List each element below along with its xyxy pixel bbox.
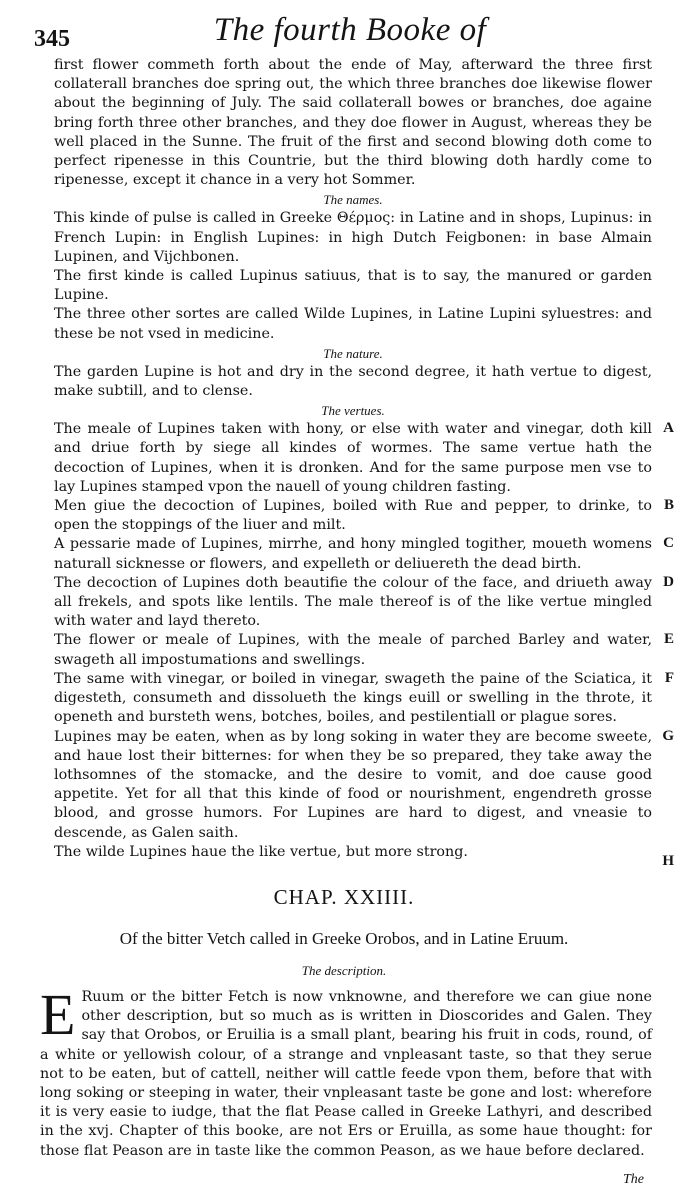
vertue-text: Lupines may be eaten, when as by long soking in water they are become sweete, and haue lost their bitternes: for when they be so prepared, they take away the lothsomnes of the stomacke, and the desire to vomit, and doe cause good appetite. Yet for all that this kinde of food or nourishment, engendreth grosse blood, and grosse humors. For Lupines are hard to digest, and vneasie to descende, as Galen saith. [54, 728, 652, 841]
margin-letter: E [663, 631, 674, 648]
names-paragraph-1: This kinde of pulse is called in Greeke Θέρμος: in Latine and in shops, Lupinus: in French Lupin: in English Lupines: in high Dutch Feigbonen: in base Almain Lupinen, and Vijchbonen. [54, 210, 652, 265]
margin-letter: F [664, 669, 674, 686]
drop-cap: E [40, 982, 76, 1047]
margin-letter: A [663, 420, 674, 437]
vertue-entry [54, 497, 674, 535]
margin-letter: C [663, 535, 674, 552]
margin-letter: B [663, 497, 674, 514]
description-heading: The description. [301, 963, 387, 978]
page-number: 345 [34, 26, 70, 52]
page-header [30, 8, 670, 50]
vertue-entry [54, 669, 674, 728]
vertue-entry [54, 631, 674, 669]
running-title: The fourth Booke of [213, 12, 487, 48]
names-heading: The names. [323, 192, 383, 208]
description-text: Ruum or the bitter Fetch is now vnknowne, and therefore we can giue none other description, but so much as is written in Dioscorides and Galen. They say that Orobos, or Eruilia is a small plant, bearing his fruit in cods, round, of a white or yellowish colour, of a strange and vnpleasant taste, so that they serue not to be eaten, but of cattell, neither will cattle feede vpon them, before that with long soking or steeping in water, their vnpleasant taste be gone and lost: wherefore it is very easie to iudge, that the flat Pease called in Greeke Lathyri, and described in the xvj. Chapter of this booke, are not Ers or Eruilla, as some haue thought: for those flat Peason are in taste like the common Peason, as we haue before declared. [40, 989, 652, 1159]
vertue-text: The same with vinegar, or boiled in vinegar, swageth the paine of the Sciatica, it digesteth, consumeth and dissolueth the kings euill or swelling in the throte, it openeth and bursteth wens, botches, boiles, and pestilentiall or plague sores. [54, 670, 652, 726]
margin-letter: D [663, 573, 674, 590]
vertue-entry [54, 535, 674, 573]
margin-letter: G [662, 727, 674, 744]
opening-paragraph: first flower commeth forth about the ende of May, afterward the three first collaterall branches doe spring out, the which three branches doe likewise flower about the beginning of July. The said collaterall bowes or branches, doe againe bring forth three other branches, and they doe flower in August, whereas they be well placed in the Sunne. The fruit of the first and second blowing doth come to perfect ripenesse in this Countrie, but the third blowing doth hardly come to ripenesse, except it chance in a very hot Sommer. [54, 57, 652, 189]
nature-heading: The nature. [323, 345, 383, 361]
vertue-text: The decoction of Lupines doth beautifie the colour of the face, and driueth away all frekels, and spots like lentils. The male thereof is of the like vertue mingled with water and layd thereto. [54, 574, 652, 630]
vertue-entry [54, 843, 674, 869]
vertue-text: Men giue the decoction of Lupines, boiled with Rue and pepper, to drinke, to open the stoppings of the liuer and milt. [54, 498, 652, 534]
nature-paragraph: The garden Lupine is hot and dry in the second degree, it hath vertue to digest, make subtill, and to clense. [54, 363, 652, 400]
vertue-text: A pessarie made of Lupines, mirrhe, and hony mingled togither, moueth womens naturall sicknesse or flowers, and expelleth or deliuereth the dead birth. [54, 536, 652, 572]
description-section [40, 982, 652, 1161]
vertue-text: The flower or meale of Lupines, with the meale of parched Barley and water, swageth all impostumations and swellings. [54, 632, 652, 668]
vertues-heading: The vertues. [321, 403, 385, 419]
vertue-text: The wilde Lupines haue the like vertue, but more strong. [54, 843, 468, 860]
main-text [54, 56, 674, 869]
chapter-title: CHAP. XXIIII. [273, 885, 415, 909]
names-paragraph-2: The first kinde is called Lupinus satiuus, that is to say, the manured or garden Lupine. [54, 268, 652, 304]
names-paragraph-3: The three other sortes are called Wilde Lupines, in Latine Lupini syluestres: and these be not vsed in medicine. [54, 306, 652, 342]
vertue-entry [54, 573, 674, 632]
vertue-entry [54, 420, 674, 497]
vertue-entry [54, 727, 674, 843]
margin-letter: H [662, 852, 674, 869]
catchword: The [623, 1172, 644, 1187]
vertue-text: The meale of Lupines taken with hony, or else with water and vinegar, doth kill and driue forth by siege all kindes of wormes. The same vertue hath the decoction of Lupines, when it is dronken. And for the same purpose men vse to lay Lupines stamped vpon the nauell of young children fasting. [54, 421, 652, 495]
chapter-subtitle: Of the bitter Vetch called in Greeke Orobos, and in Latine Eruum. [119, 929, 569, 948]
